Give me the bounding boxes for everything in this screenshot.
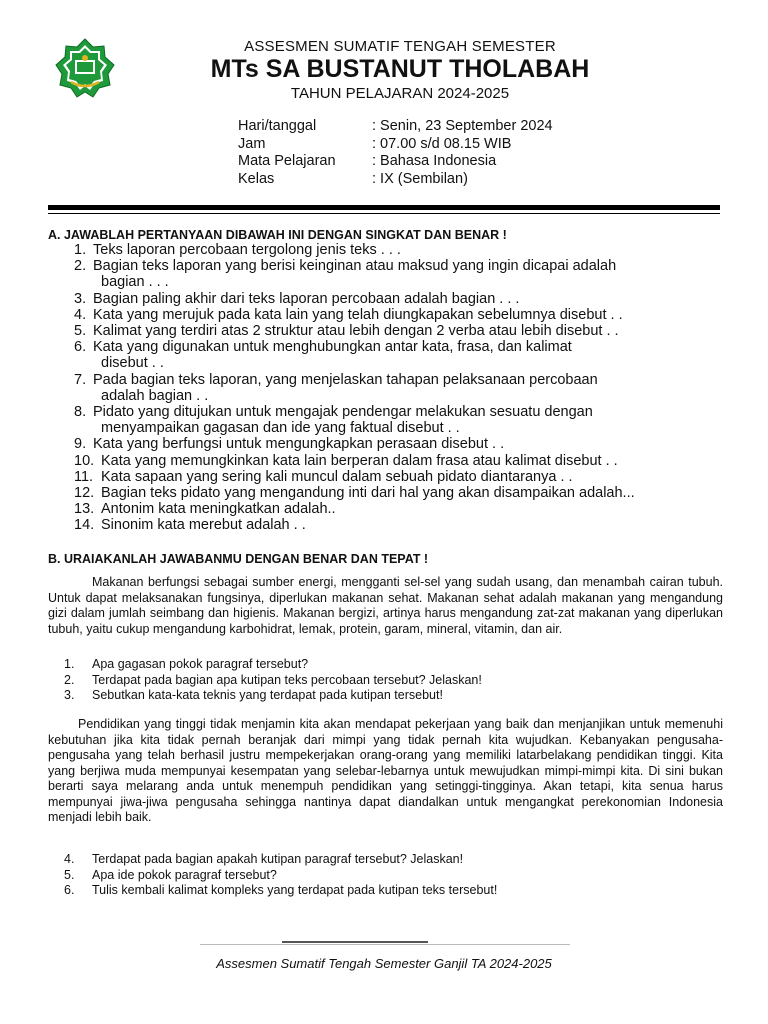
section-a-questions bbox=[74, 242, 694, 534]
question-item: 14. Sinonim kata merebut adalah . . bbox=[74, 517, 306, 534]
info-label: Hari/tanggal bbox=[238, 118, 317, 134]
question-item: 13. Antonim kata meningkatkan adalah.. bbox=[74, 501, 336, 518]
header-divider-thick bbox=[48, 205, 720, 210]
reading-paragraph-1: Makanan berfungsi sebagai sumber energi, mengganti sel-sel yang sudah usang, dan menambah cairan tubuh. Untuk dapat melaksanakan fungsinya, diperlukan makanan sehat. Makanan sehat adalah makanan yang mengandung gizi dalam jumlah seimbang dan higienis. Makanan bergizi, artinya harus mengandung zat-zat makanan yang diperlukan tubuh, yaitu cukup mengandung karbohidrat, lemak, protein, garam, mineral, vitamin, dan air. bbox=[48, 575, 723, 636]
question-item: 12. Bagian teks pidato yang mengandung inti dari hal yang akan disampaikan adalah... bbox=[74, 485, 635, 502]
question-item: 9. Kata yang berfungsi untuk mengungkapkan perasaan disebut . . bbox=[74, 436, 505, 453]
info-label: Jam bbox=[238, 135, 266, 152]
question-continuation: adalah bagian . . bbox=[101, 387, 209, 404]
info-row-class bbox=[238, 171, 553, 189]
question-item: 4. Terdapat pada bagian apakah kutipan paragraf tersebut? Jelaskan! bbox=[64, 852, 464, 866]
academic-year: TAHUN PELAJARAN 2024-2025 bbox=[290, 85, 510, 102]
question-continuation: disebut . . bbox=[101, 355, 164, 372]
question-item: 3. Sebutkan kata-kata teknis yang terdapat pada kutipan tersebut! bbox=[64, 688, 443, 702]
reading-paragraph-2: Pendidikan yang tinggi tidak menjamin kita akan mendapat pekerjaan yang baik dan menjanjikan untuk memenuhi kebutuhan jika kita tidak pernah beranjak dari mimpi yang tidak pernah kita wujudkan. Kebanyakan pengusaha-pengusaha yang telah berhasil justru mempekerjakan orang-orang yang memiliki latarbelakang pendidikan tinggi. Kita yang berjiwa muda mempunyai kesempatan yang selebar-lebarnya untuk mewujudkan mimpi-mimpi kita. Di sini bukan berarti saya melarang anda untuk menempuh pendidikan yang setinggi-tingginya. Akan tetapi, kita senua harus mempunyai jiwa-jiwa pengusaha sehingga nantinya dapat diandalkan untuk mengangkat perekonomian Indonesia menjadi lebih baik. bbox=[48, 717, 723, 824]
question-item: 1. Apa gagasan pokok paragraf tersebut? bbox=[64, 657, 309, 671]
section-b-heading: B. URAIAKANLAH JAWABANMU DENGAN BENAR DAN TEPAT ! bbox=[48, 552, 429, 566]
info-row-time bbox=[238, 136, 553, 154]
header-divider-thin bbox=[48, 213, 720, 214]
question-item: 10. Kata yang memungkinkan kata lain berperan dalam frasa atau kalimat disebut . . bbox=[74, 452, 618, 469]
section-a-heading: A. JAWABLAH PERTANYAAN DIBAWAH INI DENGAN SINGKAT DAN BENAR ! bbox=[48, 228, 507, 242]
question-item: 1. Teks laporan percobaan tergolong jenis teks . . . bbox=[74, 242, 401, 258]
question-item: 2. Bagian teks laporan yang berisi keinginan atau maksud yang ingin dicapai adalah bbox=[74, 258, 617, 275]
question-item: 4. Kata yang merujuk pada kata lain yang telah diungkapakan sebelumnya disebut . . bbox=[74, 306, 623, 323]
question-item: 11. Kata sapaan yang sering kali muncul dalam sebuah pidato diantaranya . . bbox=[74, 468, 573, 485]
info-value: : IX (Sembilan) bbox=[372, 170, 468, 187]
question-item: 3. Bagian paling akhir dari teks laporan percobaan adalah bagian . . . bbox=[74, 290, 520, 307]
school-name: MTs SA BUSTANUT THOLABAH bbox=[210, 55, 590, 83]
exam-info bbox=[238, 118, 553, 188]
section-b-questions-1 bbox=[64, 657, 482, 704]
question-continuation: menyampaikan gagasan dan ide yang faktual disebut . . bbox=[101, 420, 460, 437]
exam-title: ASSESMEN SUMATIF TENGAH SEMESTER bbox=[244, 38, 556, 55]
question-item: 5. Apa ide pokok paragraf tersebut? bbox=[64, 867, 277, 882]
question-item: 6. Kata yang digunakan untuk menghubungkan antar kata, frasa, dan kalimat bbox=[74, 339, 572, 356]
page-footer: Assesmen Sumatif Tengah Semester Ganjil TA 2024-2025 bbox=[216, 956, 552, 971]
info-row-date bbox=[238, 118, 553, 136]
info-row-subject bbox=[238, 153, 553, 171]
question-item: 7. Pada bagian teks laporan, yang menjelaskan tahapan pelaksanaan percobaan bbox=[74, 371, 598, 388]
footer-divider bbox=[200, 944, 570, 945]
question-continuation: bagian . . . bbox=[101, 274, 169, 291]
section-b-questions-2 bbox=[64, 852, 497, 899]
question-item: 8. Pidato yang ditujukan untuk mengajak pendengar melakukan sesuatu dengan bbox=[74, 404, 593, 421]
question-item: 2. Terdapat pada bagian apa kutipan teks percobaan tersebut? Jelaskan! bbox=[64, 672, 482, 687]
info-label: Kelas bbox=[238, 170, 275, 187]
question-item: 5. Kalimat yang terdiri atas 2 struktur atau lebih dengan 2 verba atau lebih disebut . . bbox=[74, 323, 619, 340]
info-value: : Senin, 23 September 2024 bbox=[372, 118, 553, 134]
info-label: Mata Pelajaran bbox=[238, 153, 336, 169]
info-value: : Bahasa Indonesia bbox=[372, 153, 497, 169]
question-item: 6. Tulis kembali kalimat kompleks yang terdapat pada kutipan teks tersebut! bbox=[64, 883, 498, 897]
footer-divider-accent bbox=[282, 941, 428, 943]
school-logo bbox=[54, 38, 116, 100]
info-value: : 07.00 s/d 08.15 WIB bbox=[372, 135, 512, 152]
